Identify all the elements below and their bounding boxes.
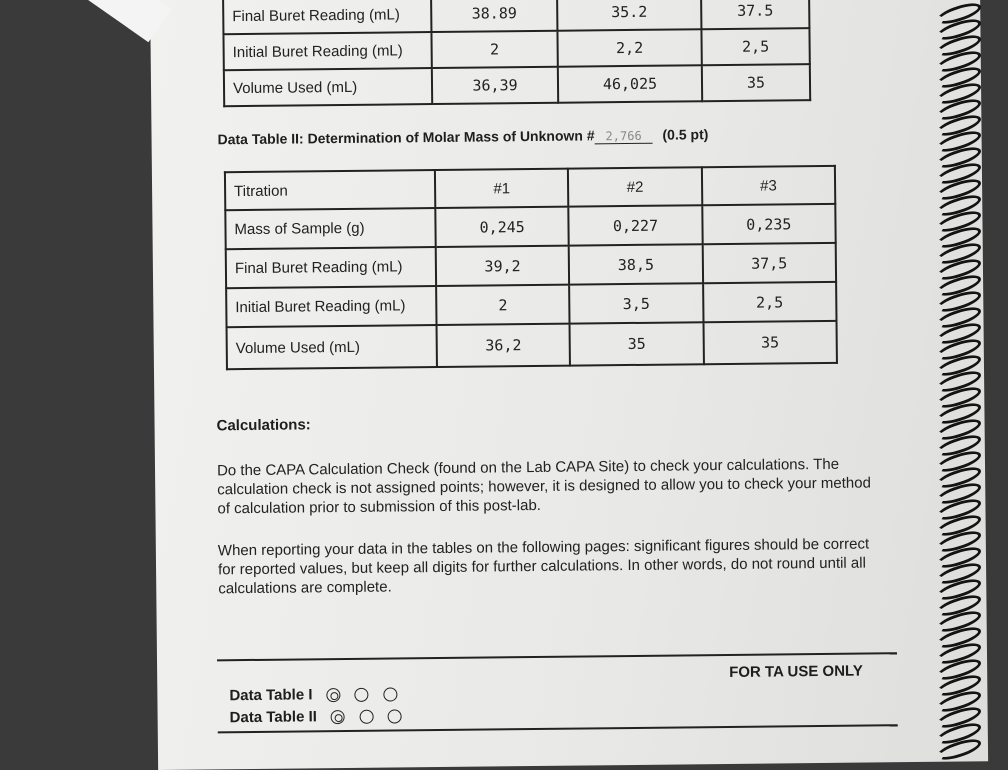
table-row (227, 321, 837, 369)
table-row (223, 28, 809, 70)
spiral-coil (928, 516, 984, 529)
grade-radio-option[interactable] (387, 709, 401, 723)
cell-value: 35 (570, 322, 704, 365)
table-row (226, 282, 836, 327)
spiral-coil (928, 324, 984, 337)
spiral-coil (928, 308, 984, 321)
calculation-check-paragraph: Do the CAPA Calculation Check (found on the Lab CAPA Site) to check your calculations. The calculation check is not assigned points; however, it is designed to allow you to check your method of calculation prior to submission of this post-lab. (216, 455, 871, 518)
cell-value: 37,5 (702, 243, 836, 283)
grading-label-data-table-2: Data Table II (229, 708, 317, 727)
cell-value: 0,235 (702, 204, 836, 244)
cell-value: 35.2 (557, 0, 701, 31)
cell-value: 2 (431, 31, 557, 68)
grade-radio-option[interactable] (383, 687, 397, 701)
cell-value: 38,5 (569, 244, 703, 284)
spiral-coil (928, 692, 984, 705)
data-table-2 (224, 165, 838, 370)
spiral-coil (928, 52, 984, 65)
grade-radio-option[interactable] (331, 710, 345, 724)
calculations-heading: Calculations: (216, 416, 311, 435)
spiral-coil (928, 4, 984, 17)
cell-value: 38.89 (431, 0, 557, 32)
divider-line (217, 652, 897, 661)
spiral-coil (928, 228, 984, 241)
table-2-title-text: Data Table II: Determination of Molar Mass of Unknown # (217, 127, 595, 148)
divider-line (218, 724, 898, 733)
spiral-coil (928, 580, 984, 593)
worksheet-page (150, 0, 988, 770)
spiral-coil (928, 676, 984, 689)
cell-value: 35 (703, 321, 837, 364)
grade-radio-option[interactable] (355, 688, 369, 702)
column-header: #2 (568, 167, 702, 206)
spiral-coil (928, 596, 984, 609)
cell-value: 0,227 (569, 205, 703, 245)
ta-use-only-label: FOR TA USE ONLY (729, 662, 863, 681)
table-header-row (225, 166, 835, 210)
spiral-coil (928, 724, 984, 737)
column-header: Titration (225, 170, 435, 210)
spiral-coil (928, 468, 984, 481)
spiral-coil (928, 132, 984, 145)
cell-value: 36,2 (437, 324, 571, 367)
spiral-coil (928, 612, 984, 625)
spiral-coil (928, 484, 984, 497)
grade-radio-option[interactable] (327, 688, 341, 702)
reporting-paragraph: When reporting your data in the tables on the following pages: significant figures should be correct for reported values, but keep all digits for further calculations. In other words, do not round until all calculations are complete. (217, 535, 870, 598)
cell-value: 2,2 (557, 29, 701, 67)
spiral-coil (928, 100, 984, 113)
data-table-1 (222, 0, 811, 107)
row-label: Initial Buret Reading (mL) (223, 32, 431, 70)
spiral-coil (928, 644, 984, 657)
spiral-coil (928, 276, 984, 289)
spiral-coil (928, 244, 984, 257)
spiral-coil (928, 84, 984, 97)
spiral-coil (928, 532, 984, 545)
spiral-coil (928, 548, 984, 561)
column-header: #3 (702, 166, 836, 205)
spiral-coil (928, 36, 984, 49)
spiral-coil (928, 20, 984, 33)
table-row (225, 204, 835, 249)
spiral-coil (928, 500, 984, 513)
spiral-coil (928, 340, 984, 353)
spiral-coil (928, 708, 984, 721)
spiral-coil (928, 660, 984, 673)
cell-value: 46,025 (558, 65, 702, 103)
cell-value: 0,245 (435, 207, 569, 247)
spiral-coil (928, 292, 984, 305)
spiral-coil (928, 564, 984, 577)
spiral-coil (928, 260, 984, 273)
spiral-coil (928, 356, 984, 369)
unknown-number: 2,766 (594, 129, 652, 145)
cell-value: 37.5 (701, 0, 809, 29)
cell-value: 2,5 (703, 282, 837, 322)
spiral-coil (928, 196, 984, 209)
points-label: (0.5 pt) (662, 126, 709, 143)
spiral-coil (928, 628, 984, 641)
spiral-coil (928, 388, 984, 401)
spiral-coil (928, 180, 984, 193)
table-2-title (217, 126, 708, 148)
spiral-coil (928, 452, 984, 465)
cell-value: 3,5 (569, 283, 703, 323)
spiral-coil (928, 404, 984, 417)
cell-value: 35 (702, 64, 810, 101)
grade-radio-option[interactable] (359, 710, 373, 724)
spiral-coil (928, 164, 984, 177)
grading-row-2 (230, 707, 402, 726)
row-label: Initial Buret Reading (mL) (226, 286, 436, 327)
spiral-coil (928, 420, 984, 433)
row-label: Volume Used (mL) (227, 325, 437, 369)
spiral-coil (928, 212, 984, 225)
column-header: #1 (435, 169, 569, 208)
table-row (224, 64, 810, 106)
spiral-coil (928, 740, 984, 753)
cell-value: 36,39 (432, 67, 558, 104)
row-label: Mass of Sample (g) (225, 208, 435, 249)
cell-value: 2 (436, 285, 570, 325)
spiral-coil (928, 372, 984, 385)
row-label: Final Buret Reading (mL) (223, 0, 431, 34)
cell-value: 39,2 (436, 246, 570, 286)
row-label: Volume Used (mL) (224, 68, 432, 106)
spiral-coil (928, 68, 984, 81)
cell-value: 2,5 (701, 28, 809, 65)
spiral-coil (928, 148, 984, 161)
row-label: Final Buret Reading (mL) (226, 247, 436, 288)
table-row (226, 243, 836, 288)
spiral-coil (928, 116, 984, 129)
grading-row-1 (229, 685, 397, 704)
spiral-coil (928, 436, 984, 449)
spiral-binding (928, 0, 984, 756)
grading-label-data-table-1: Data Table I (229, 686, 313, 705)
